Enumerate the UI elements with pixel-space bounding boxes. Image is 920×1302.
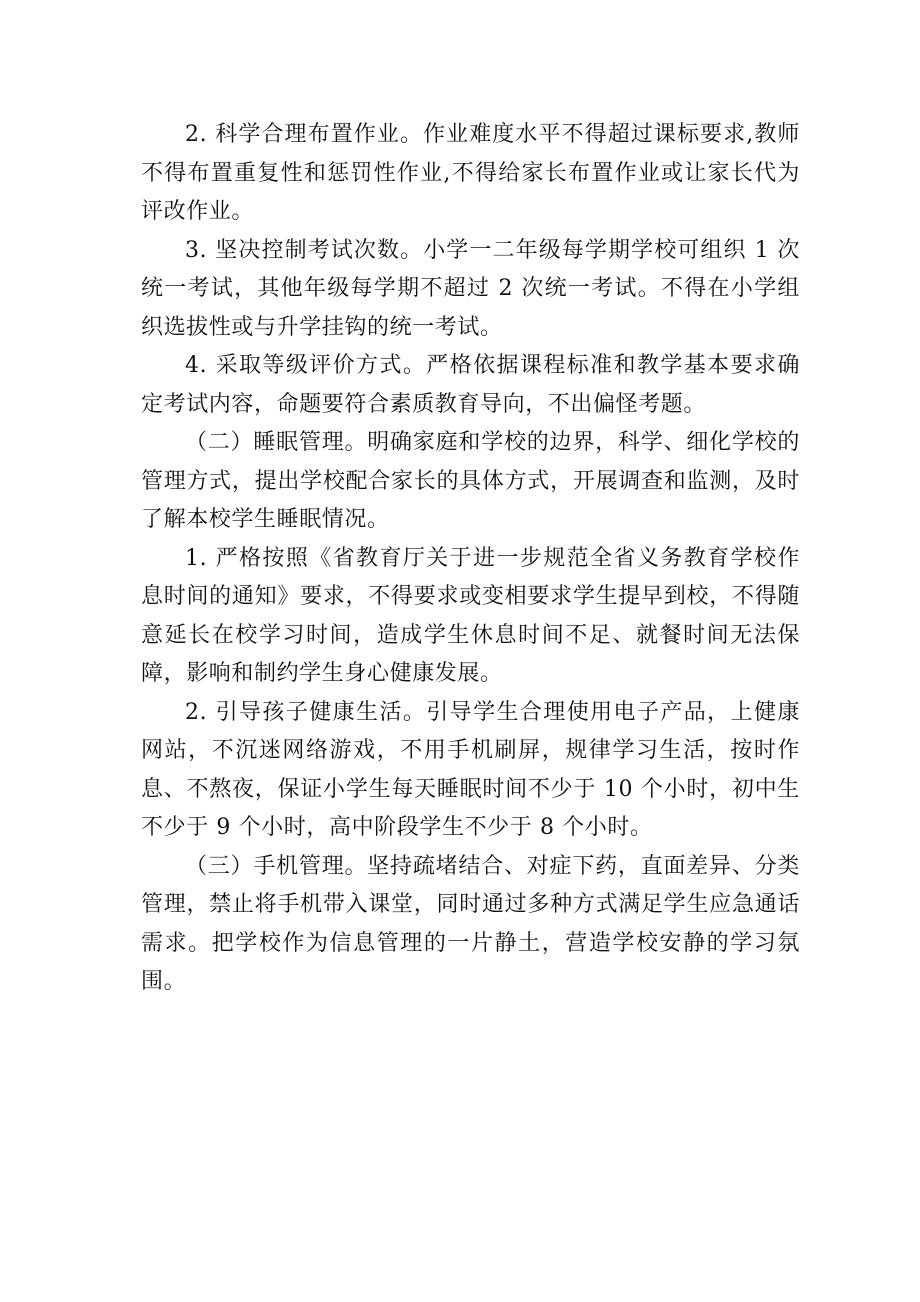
- paragraph-homework: 2. 科学合理布置作业。作业难度水平不得超过课标要求,教师不得布置重复性和惩罚性作业,不得给家长布置作业或让家长代为评改作业。: [141, 122, 800, 224]
- paragraph-phone-management: （三）手机管理。坚持疏堵结合、对症下药，直面差异、分类管理，禁止将手机带入课堂，同时通过多种方式满足学生应急通话需求。把学校作为信息管理的一片静土，营造学校安静的学习氛围。: [141, 853, 800, 994]
- paragraph-sleep-management: （二）睡眠管理。明确家庭和学校的边界，科学、细化学校的管理方式，提出学校配合家长的具体方式，开展调查和监测，及时了解本校学生睡眠情况。: [141, 430, 800, 532]
- paragraph-schedule: 1. 严格按照《省教育厅关于进一步规范全省义务教育学校作息时间的通知》要求，不得要求或变相要求学生提早到校，不得随意延长在校学习时间，造成学生休息时间不足、就餐时间无法保障，影响和制约学生身心健康发展。: [141, 545, 800, 686]
- paragraph-exams: 3. 坚决控制考试次数。小学一二年级每学期学校可组织 1 次统一考试，其他年级每学期不超过 2 次统一考试。不得在小学组织选拔性或与升学挂钩的统一考试。: [141, 237, 800, 340]
- paragraph-healthy-life: 2. 引导孩子健康生活。引导学生合理使用电子产品，上健康网站，不沉迷网络游戏，不用手机刷屏，规律学习生活，按时作息、不熬夜，保证小学生每天睡眠时间不少于 10 个小时，初中生不少于 9 个小时，高中阶段学生不少于 8 个小时。: [141, 699, 800, 840]
- paragraph-grading: 4. 采取等级评价方式。严格依据课程标准和教学基本要求确定考试内容，命题要符合素质教育导向，不出偏怪考题。: [141, 353, 800, 417]
